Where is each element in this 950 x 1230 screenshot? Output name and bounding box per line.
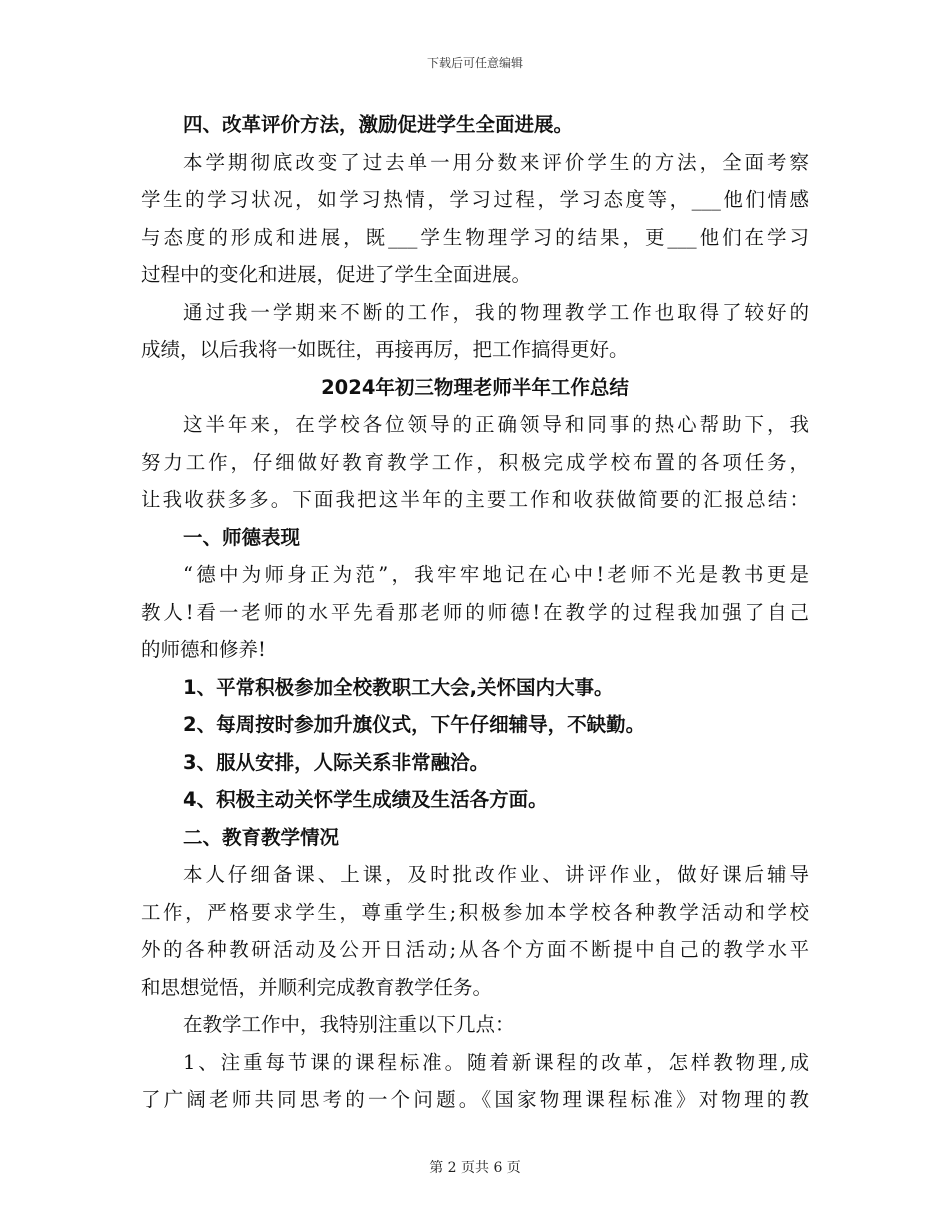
list-item: 4、积极主动关怀学生成绩及生活各方面。: [183, 788, 548, 811]
paragraph-line: 和思想觉悟，并顺利完成教育教学任务。: [141, 975, 493, 999]
paragraph-line: 过程中的变化和进展，促进了学生全面进展。: [141, 263, 532, 286]
paragraph-line: 成绩，以后我将一如既往，再接再厉，把工作搞得更好。: [141, 338, 629, 361]
paragraph-line: 学生的学习状况，如学习热情，学习过程，学习态度等，___他们情感: [141, 188, 809, 211]
page-footer: 第 2 页共 6 页: [429, 1160, 521, 1176]
section-heading-teaching: 二、教育教学情况: [183, 825, 340, 849]
paragraph-line: 教人!看一老师的水平先看那老师的师德!在教学的过程我加强了自己: [141, 600, 809, 624]
paragraph-line: 本人仔细备课、上课，及时批改作业、讲评作业，做好课后辅导: [183, 863, 809, 886]
paragraph-line: “德中为师身正为范”，我牢牢地记在心中!老师不光是教书更是: [183, 563, 809, 586]
section-heading-reform: 四、改革评价方法，激励促进学生全面进展。: [183, 113, 574, 136]
paragraph-line: 在教学工作中，我特别注重以下几点：: [183, 1013, 515, 1036]
paragraph-line: 努力工作，仔细做好教育教学工作，积极完成学校布置的各项任务，: [141, 450, 809, 474]
list-item: 3、服从安排，人际关系非常融洽。: [183, 750, 490, 774]
paragraph-line: 外的各种教研活动及公开日活动;从各个方面不断提中自己的教学水平: [141, 938, 809, 961]
document-body: [141, 106, 809, 1119]
paragraph-line: 本学期彻底改变了过去单一用分数来评价学生的方法，全面考察: [183, 150, 809, 174]
paragraph-line: 工作，严格要求学生，尊重学生;积极参加本学校各种教学活动和学校: [141, 900, 809, 924]
paragraph-line: 让我收获多多。下面我把这半年的主要工作和收获做简要的汇报总结：: [141, 488, 809, 511]
page-header: 下载后可任意编辑: [426, 56, 523, 70]
paragraph-line: 与态度的形成和进展，既___学生物理学习的结果，更___他们在学习: [141, 225, 809, 249]
list-item: 2、每周按时参加升旗仪式，下午仔细辅导，不缺勤。: [183, 713, 646, 736]
paragraph-line: 这半年来，在学校各位领导的正确领导和同事的热心帮助下，我: [183, 413, 809, 436]
document-title: 2024年初三物理老师半年工作总结: [321, 375, 629, 399]
paragraph-line: 了广阔老师共同思考的一个问题。《国家物理课程标准》对物理的教: [141, 1088, 809, 1111]
paragraph-line: 的师德和修养!: [141, 638, 266, 661]
paragraph-line: 1、注重每节课的课程标准。随着新课程的改革，怎样教物理,成: [183, 1050, 809, 1074]
paragraph-line: 通过我一学期来不断的工作，我的物理教学工作也取得了较好的: [183, 300, 809, 324]
section-heading-ethics: 一、师德表现: [183, 525, 301, 549]
list-item: 1、平常积极参加全校教职工大会,关怀国内大事。: [183, 675, 614, 699]
